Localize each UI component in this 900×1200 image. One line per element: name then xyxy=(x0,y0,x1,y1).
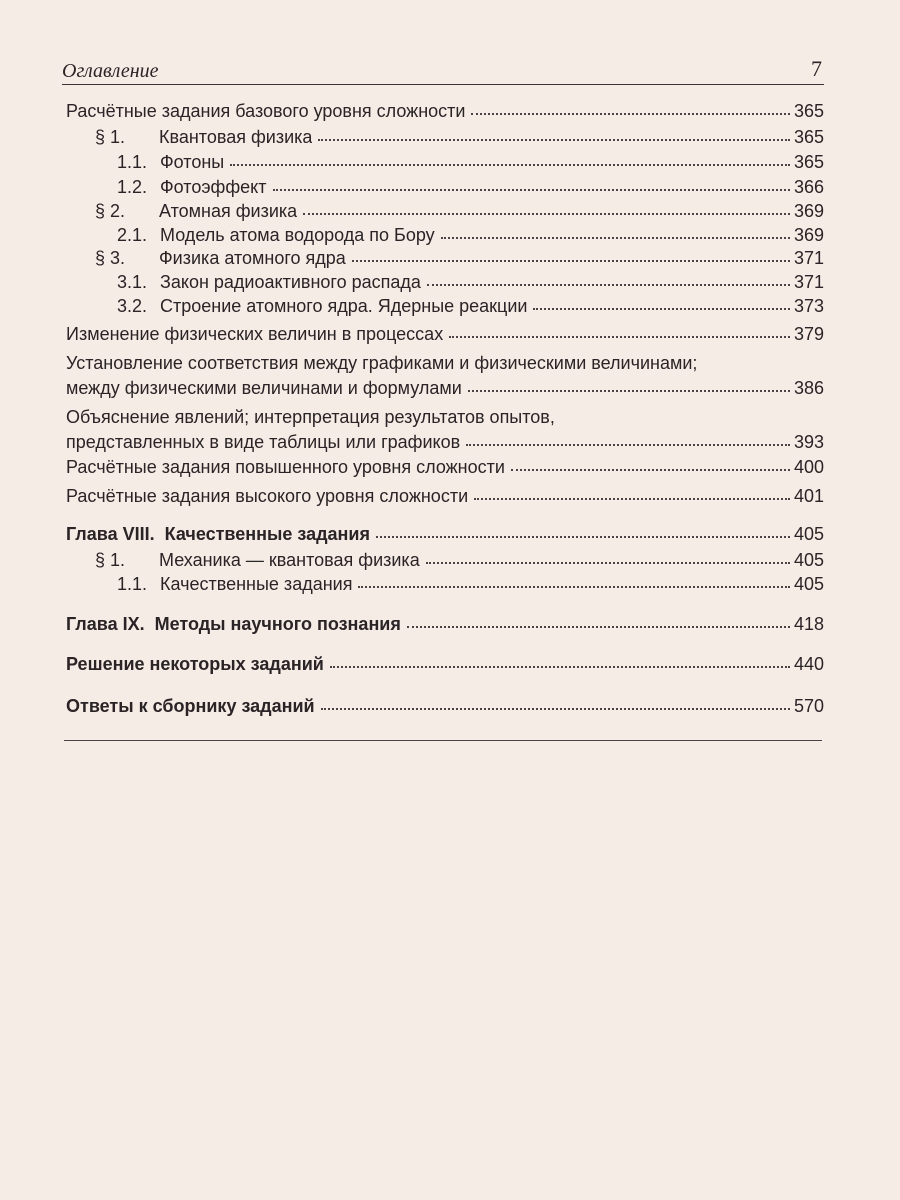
toc-entry-label: Расчётные задания высокого уровня сложности xyxy=(66,486,469,506)
toc-entry-page: 405 xyxy=(793,550,824,570)
toc-entry-label: представленных в виде таблицы или графиков xyxy=(66,432,461,452)
toc-entry-label: Строение атомного ядра. Ядерные реакции xyxy=(160,296,528,316)
leader-dots xyxy=(303,209,790,215)
toc-entry-label: Методы научного познания xyxy=(154,614,401,634)
leader-dots xyxy=(449,332,790,338)
toc-entry-number: 1.1. xyxy=(117,574,148,594)
toc-entry-page: 386 xyxy=(793,378,824,398)
toc-entry xyxy=(66,430,824,454)
toc-entry-label: Фотоны xyxy=(160,152,225,172)
toc-entry-label: Закон радиоактивного распада xyxy=(160,272,421,292)
toc-chapter-number: Глава IX. xyxy=(66,614,145,634)
toc-entry-page: 405 xyxy=(793,524,824,544)
leader-dots xyxy=(426,558,790,564)
toc-entry-page: 369 xyxy=(793,225,824,245)
toc-entry xyxy=(66,484,824,508)
header-title: Оглавление xyxy=(62,60,159,82)
toc-entry xyxy=(95,125,824,149)
leader-dots xyxy=(376,532,790,538)
toc-entry-page: 365 xyxy=(793,152,824,172)
header-page-number: 7 xyxy=(811,56,822,81)
toc-entry-number: 3.1. xyxy=(117,272,148,292)
toc-entry-page: 366 xyxy=(793,177,824,197)
toc-entry xyxy=(95,246,824,270)
toc-entry xyxy=(95,199,824,223)
leader-dots xyxy=(471,109,789,115)
toc-entry-number: 1.2. xyxy=(117,177,148,197)
toc-entry-number: 1.1. xyxy=(117,152,148,172)
toc-entry-number: 3.2. xyxy=(117,296,148,316)
toc-entry-label: Модель атома водорода по Бору xyxy=(160,225,435,245)
leader-dots xyxy=(273,185,790,191)
toc-entry-label-line1: Установление соответствия между графиками и физическими величинами; xyxy=(66,353,698,373)
toc-entry-page: 365 xyxy=(793,127,824,147)
toc-entry-number: § 3. xyxy=(95,248,126,268)
toc-entry-label: Качественные задания xyxy=(164,524,370,544)
leader-dots xyxy=(427,280,790,286)
toc-entry-page: 401 xyxy=(793,486,824,506)
toc-entry-page: 405 xyxy=(793,574,824,594)
toc-entry-page: 371 xyxy=(793,272,824,292)
toc-entry-label: Атомная физика xyxy=(159,201,298,221)
toc-entry-label: между физическими величинами и формулами xyxy=(66,378,462,398)
toc-entry-number: § 1. xyxy=(95,127,126,147)
leader-dots xyxy=(318,135,790,141)
toc-entry xyxy=(66,455,824,479)
toc-entry-number: § 2. xyxy=(95,201,126,221)
toc-entry-page: 369 xyxy=(793,201,824,221)
leader-dots xyxy=(330,662,790,668)
leader-dots xyxy=(352,256,790,262)
toc-entry-label: Фотоэффект xyxy=(160,177,267,197)
leader-dots xyxy=(358,582,789,588)
toc-entry-page: 393 xyxy=(793,432,824,452)
toc-entry-label: Качественные задания xyxy=(160,574,353,594)
toc-entry xyxy=(66,99,824,123)
leader-dots xyxy=(466,440,790,446)
page-header xyxy=(62,52,824,85)
toc-entry-label: Решение некоторых заданий xyxy=(66,654,324,674)
leader-dots xyxy=(441,233,790,239)
toc-entry xyxy=(66,322,824,346)
toc-entry xyxy=(117,294,824,318)
leader-dots xyxy=(474,494,790,500)
toc-entry-label: Изменение физических величин в процессах xyxy=(66,324,444,344)
toc-entry-label: Квантовая физика xyxy=(159,127,313,147)
toc-entry xyxy=(66,694,824,718)
leader-dots xyxy=(468,386,790,392)
toc-entry-page: 418 xyxy=(793,614,824,634)
toc-entry xyxy=(117,223,824,247)
toc-entry xyxy=(66,652,824,676)
toc-chapter-entry xyxy=(66,612,824,636)
toc-entry-page: 570 xyxy=(793,696,824,716)
toc-chapter-entry xyxy=(66,522,824,546)
toc-entry-page: 371 xyxy=(793,248,824,268)
leader-dots xyxy=(321,704,790,710)
toc-entry xyxy=(117,270,824,294)
leader-dots xyxy=(230,160,790,166)
toc-entry-label: Ответы к сборнику заданий xyxy=(66,696,315,716)
toc-entry-page: 440 xyxy=(793,654,824,674)
toc-entry xyxy=(117,572,824,596)
toc-entry-label: Механика — квантовая физика xyxy=(159,550,420,570)
toc-entry-number: § 1. xyxy=(95,550,126,570)
toc-entry xyxy=(117,175,824,199)
toc-entry-label: Расчётные задания базового уровня сложности xyxy=(66,101,466,121)
end-rule xyxy=(64,740,822,741)
toc-entry-number: 2.1. xyxy=(117,225,148,245)
toc-entry-label-line1: Объяснение явлений; интерпретация результатов опытов, xyxy=(66,407,555,427)
toc-entry xyxy=(95,548,824,572)
toc-entry-label: Физика атомного ядра xyxy=(159,248,346,268)
leader-dots xyxy=(533,304,789,310)
toc-entry-page: 400 xyxy=(793,457,824,477)
toc-entry-page: 373 xyxy=(793,296,824,316)
toc-entry-page: 379 xyxy=(793,324,824,344)
toc-entry-label: Расчётные задания повышенного уровня сложности xyxy=(66,457,505,477)
leader-dots xyxy=(407,622,790,628)
toc-chapter-number: Глава VIII. xyxy=(66,524,155,544)
leader-dots xyxy=(511,465,790,471)
toc-entry-page: 365 xyxy=(793,101,824,121)
toc-entry xyxy=(66,376,824,400)
toc-entry xyxy=(117,150,824,174)
